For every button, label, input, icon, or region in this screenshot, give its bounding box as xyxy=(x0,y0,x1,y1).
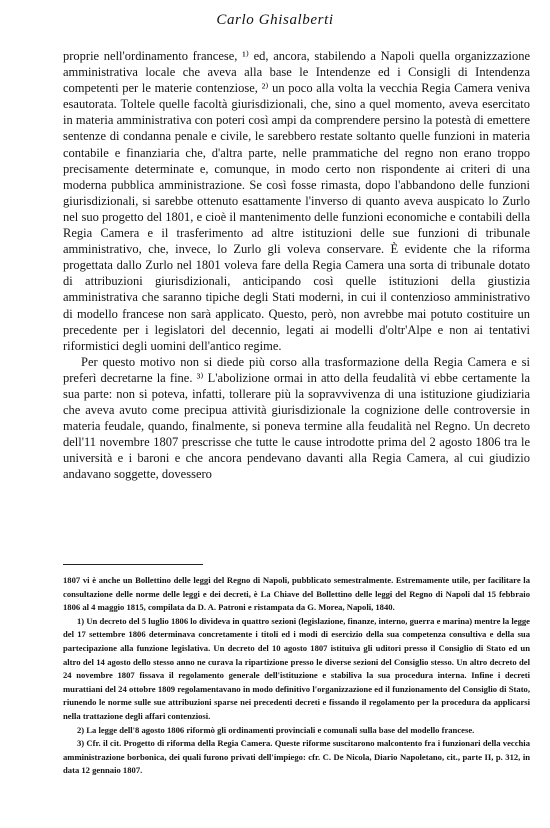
body-paragraph-2: Per questo motivo non si diede più corso alla trasformazione della Regia Camera e si preferì decretarne la fine. ³⁾ L'abolizione ormai in atto della feudalità vi ebbe certamente la sua parte: non si poteva, infatti, tollerare più la sopravvivenza di una istituzione giudiziaria che aveva avuto come precipua attività giurisdizionale la cognizione delle controversie in materia feudale, quando, finalmente, si poneva termine alla feudalità nel Regno. Un decreto dell'11 novembre 1807 prescrisse che tutte le cause introdotte prima del 2 agosto 1806 tra le università e i baroni e che ancora pendevano davanti alla Regia Camera, al cui giudizio andavano soggette, dovessero xyxy=(63,354,530,482)
body-paragraph-1: proprie nell'ordinamento francese, ¹⁾ ed, ancora, stabilendo a Napoli quella organizzazione amministrativa locale che aveva alla base le Intendenze ed i Consigli di Intendenza competenti per le materie contenziose, ²⁾ un poco alla volta la vecchia Regia Camera veniva esautorata. Toltele quelle facoltà giurisdizionali, che, sino a quel momento, aveva esercitato in materia amministrativa con poteri così ampi da comprendere persino la potestà di emettere sentenze di condanna penale e civile, le sarebbero restate soltanto quelle funzioni in materia contabile e finanziaria che, d'altra parte, nelle prammatiche del regno non erano troppo precisamente determinate e, comunque, in modo certo non rispondente ai criteri di una moderna pubblica amministrazione. Se così fosse rimasta, dopo l'abbandono delle funzioni giurisdizionali, si sarebbe ottenuto esattamente l'inverso di quanto aveva auspicato lo Zurlo nel suo progetto del 1801, e cioè il mantenimento delle funzioni economiche e contabili della Regia Camera e il trasferimento ad altre istituzioni delle sue funzioni di tribunale amministrativo, che, invece, lo Zurlo gli voleva conservare. È evidente che la riforma progettata dallo Zurlo nel 1801 voleva fare della Regia Camera una sorta di tribunale dotato di attribuzioni giurisdizionali, anticipando così quelle istituzioni della giustizia amministrativa che saranno tipiche degli Stati moderni, in cui il contenzioso amministrativo di modello francese non sarà applicato. Questo, però, non avrebbe mai potuto costituire un precedente per i legislatori del decennio, legati ai modelli d'oltr'Alpe e non ai tentativi riformistici degli uomini dell'antico regime. xyxy=(63,49,530,353)
running-header: Carlo Ghisalberti xyxy=(216,12,334,28)
footnote-3: 3) Cfr. il cit. Progetto di riforma della Regia Camera. Queste riforme suscitarono malcontento fra i funzionari della vecchia amministrazione borbonica, dei quali furono privati dell'impiego: cfr. C. De Nicola, Diario Napoletano, cit., parte II, p. 312, in data 12 gennaio 1807. xyxy=(63,738,530,776)
footnotes xyxy=(63,574,530,778)
main-text xyxy=(63,48,530,483)
footnote-2: 2) La legge dell'8 agosto 1806 riformò gli ordinamenti provinciali e comunali sulla base del modello francese. xyxy=(77,724,475,735)
footnote-separator xyxy=(63,564,203,565)
footnote-continuation: 1807 vi è anche un Bollettino delle leggi del Regno di Napoli, pubblicato semestralmente. Estremamente utile, per facilitare la consultazione delle norme delle leggi e dei decreti, è La Chiave del Bollettino delle leggi del Regno di Napoli dal 15 febbraio 1806 al 4 maggio 1815, compilata da D. A. Patroni e ristampata da G. Morea, Napoli, 1840. xyxy=(63,575,530,613)
footnote-1: 1) Un decreto del 5 luglio 1806 lo divideva in quattro sezioni (legislazione, finanze, interno, guerra e marina) mentre la legge del 17 settembre 1806 determinava concretamente i titoli ed i modi di esercizio della sua competenza consultiva e della sua partecipazione alla funzione legislativa. Un decreto del 10 agosto 1807 istituiva gli uditori presso il Consiglio di Stato ed un altro del 14 agosto dello stesso anno ne curava la ripartizione presso le diverse sezioni del Consiglio stesso. Un altro decreto del 24 novembre 1807 fissava il regolamento generale dell'istituzione e stabiliva la sua procedura interna. Infine i decreti murattiani del 24 ottobre 1809 regolamentavano in modo definitivo l'organizzazione ed il funzionamento del Consiglio di Stato, riunendo le norme sulle sue attribuzioni sparse nei precedenti decreti e fissando il regolamento per la procedura da applicarsi nella trattazione degli affari contenziosi. xyxy=(63,615,530,721)
